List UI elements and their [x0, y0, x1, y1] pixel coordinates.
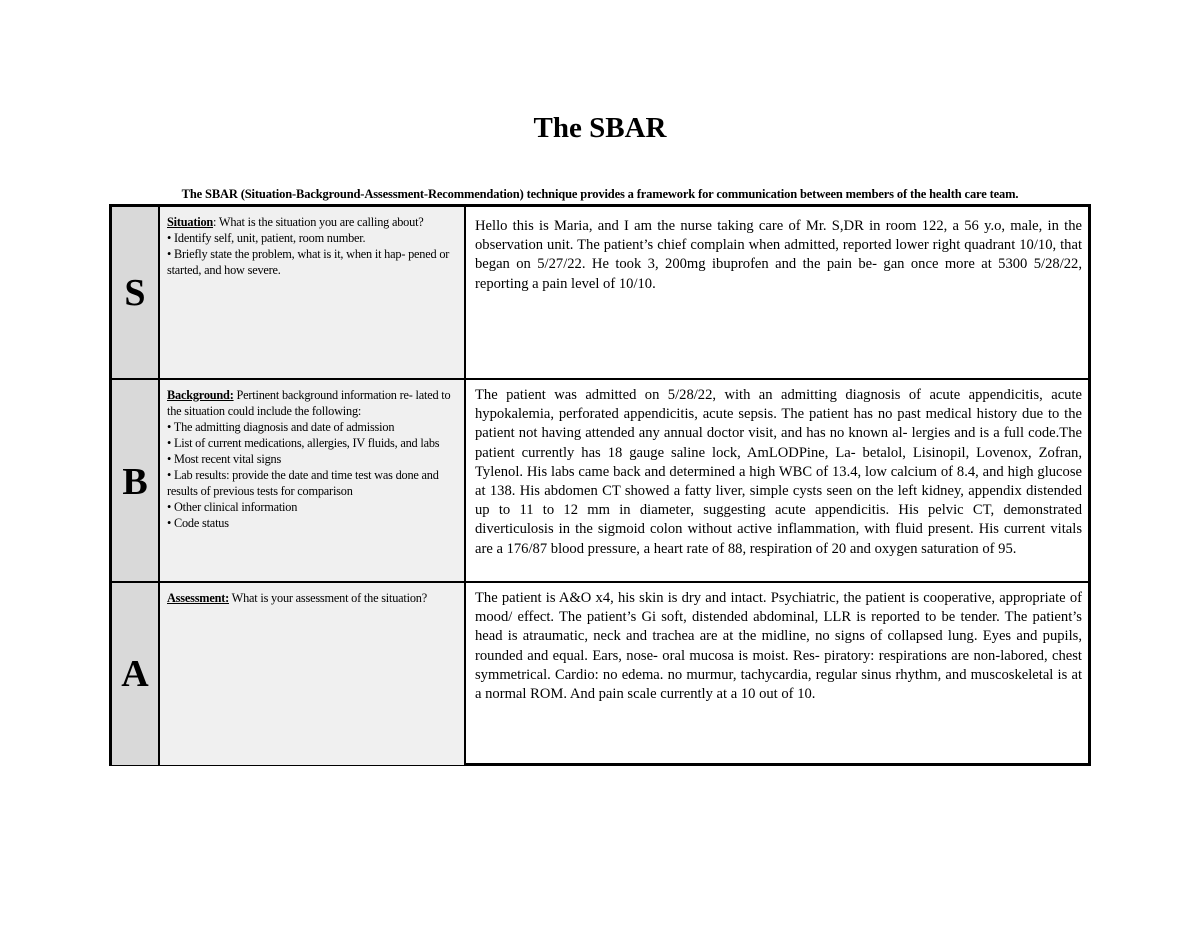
- assessment-heading: Assessment:: [167, 591, 230, 605]
- prompt-bullet: • List of current medications, allergies, IV fluids, and labs: [167, 436, 440, 450]
- situation-answer: Hello this is Maria, and I am the nurse taking care of Mr. S,DR in room 122, a 56 y.o, male, in the observation unit. The patient’s chief complain when admitted, reported lower right quadrant 10/10, that began on 5/27/22. He took 3, 200mg ibuprofen and the pain be- gan once more at 5300 5/28/22, reporting a pain level of 10/10.: [475, 218, 1082, 292]
- prompt-bullet: • Most recent vital signs: [167, 452, 282, 466]
- situation-prompt: [160, 207, 466, 378]
- section-letter-s: S: [112, 207, 160, 378]
- prompt-bullet: • The admitting diagnosis and date of admission: [167, 420, 395, 434]
- assessment-heading-text: What is your assessment of the situation?: [229, 591, 428, 605]
- situation-heading: Situation: [167, 215, 214, 229]
- situation-heading-text: : What is the situation you are calling about?: [213, 215, 424, 229]
- background-heading-text: Pertinent background information re- lated to the situation could include the following:: [167, 388, 451, 418]
- prompt-bullet: • Code status: [167, 516, 229, 530]
- background-prompt: [160, 380, 466, 583]
- sbar-table: [109, 204, 1091, 766]
- sbar-row-background: [112, 378, 1088, 583]
- page-subtitle: The SBAR (Situation-Background-Assessment-Recommendation) technique provides a framework for communication between members of the health care team.: [181, 187, 1019, 201]
- section-letter-a: A: [112, 583, 160, 765]
- assessment-answer: The patient is A&O x4, his skin is dry and intact. Psychiatric, the patient is cooperative, appropriate of mood/ effect. The patient’s Gi soft, distended abdominal, LLR is reported to be tender. The patient’s head is atraumatic, neck and trachea are at the midline, no signs of collapsed lung. Eyes and pupils, rounded and equal. Ears, nose- oral mucosa is moist. Res- piratory: respirations are non-labored, chest symmetrical. Cardio: no edema. no murmur, tachycardia, regular sinus rhythm, and muscoskeletal is at a normal ROM. And pain scale currently at a 10 out of 10.: [475, 590, 1082, 703]
- background-heading: Background:: [167, 388, 234, 402]
- section-letter-b: B: [112, 380, 160, 583]
- sbar-row-situation: [112, 207, 1088, 378]
- prompt-bullet: • Briefly state the problem, what is it, when it hap- pened or started, and how severe.: [167, 247, 450, 277]
- sbar-row-assessment: [112, 581, 1088, 765]
- prompt-bullet: • Identify self, unit, patient, room number.: [167, 231, 366, 245]
- prompt-bullet: • Lab results: provide the date and time test was done and results of previous tests for comparison: [167, 468, 439, 498]
- page-title: The SBAR: [533, 112, 667, 144]
- background-answer: The patient was admitted on 5/28/22, with an admitting diagnosis of acute appendicitis, acute hypokalemia, perforated appendicitis, acute sepsis. The patient has no past medical history due to the patient not having attended any annual doctor visit, and has no known al- lergies and is a full code.The patient currently has 18 gauge saline lock, AmLODPine, La- betalol, Lisinopil, Lovenox, Zofran, Tylenol. His labs came back and determined a high WBC of 13.4, low calcium of 8.4, and high glucose at 138. His abdomen CT showed a fatty liver, simple cysts seen on the left kidney, appendix distended up to 11 to 12 mm in diameter, suggesting acute appendicitis. His pelvic CT, demonstrated diverticulosis in the sigmoid colon without active inflammation, with fluid present. His current vitals are a 176/87 blood pressure, a heart rate of 88, respiration of 20 and oxygen saturation of 95.: [475, 387, 1082, 557]
- prompt-bullet: • Other clinical information: [167, 500, 298, 514]
- assessment-prompt: [160, 583, 466, 765]
